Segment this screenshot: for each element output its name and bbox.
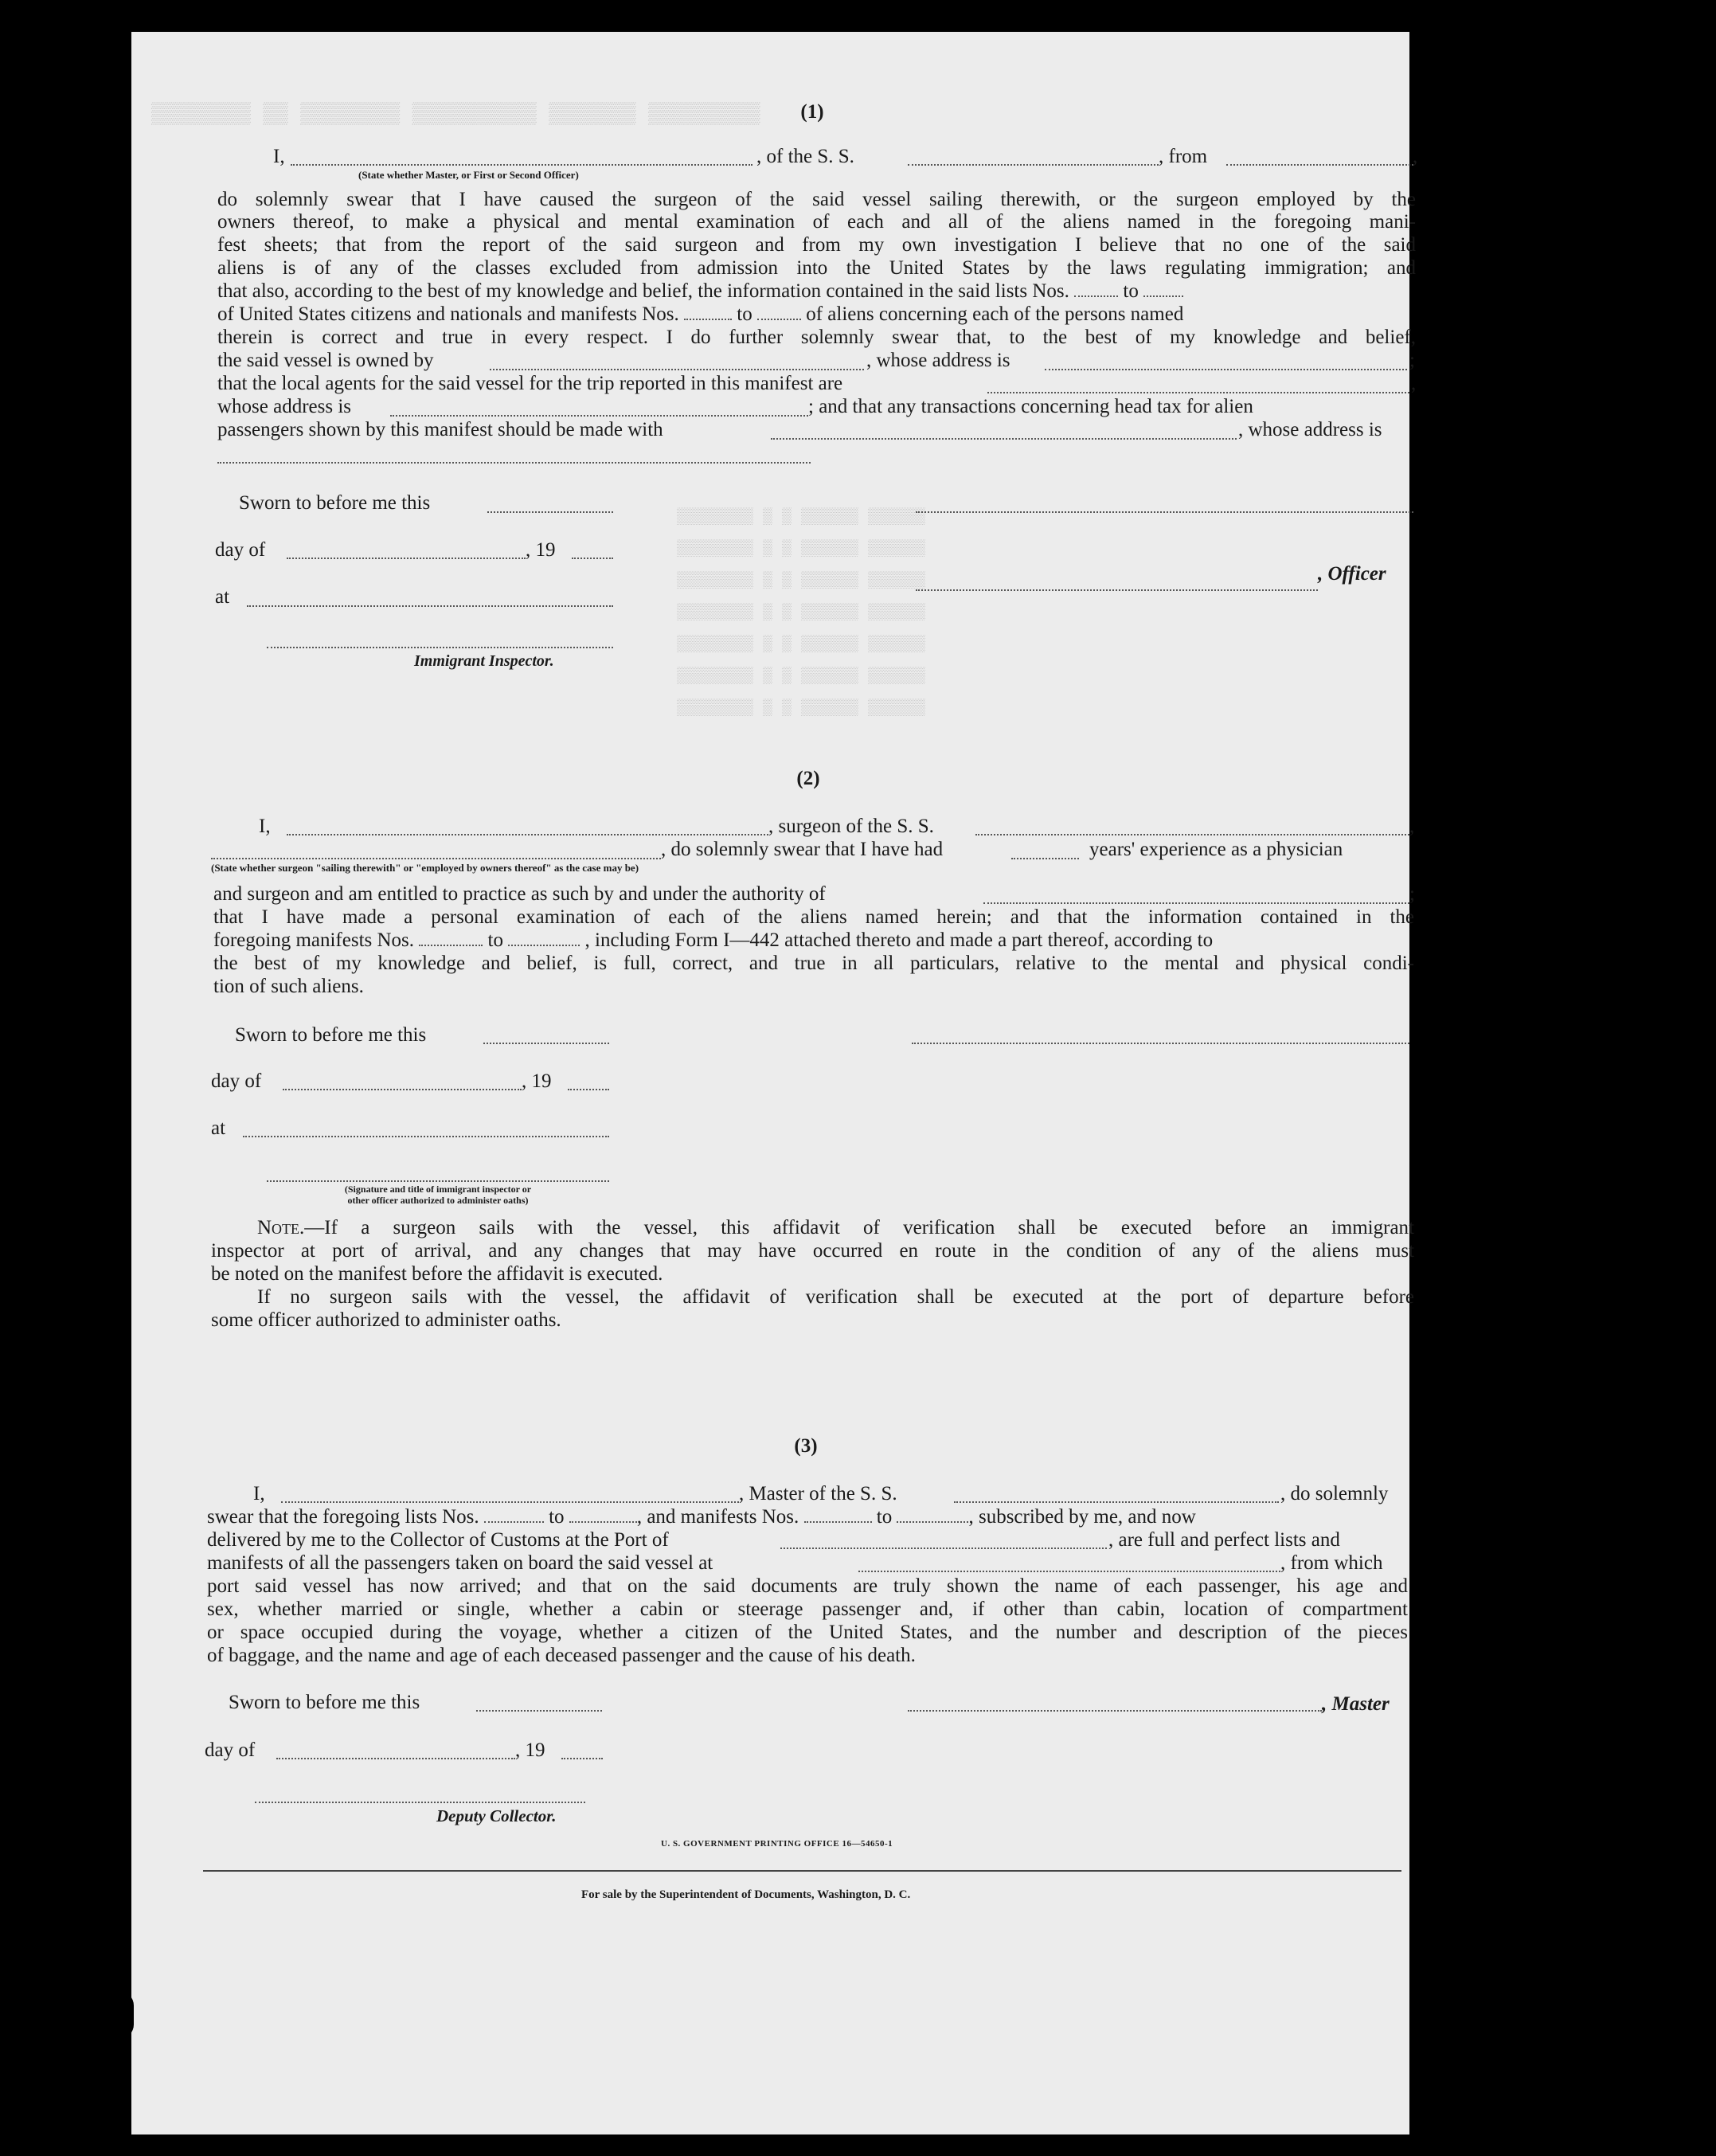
- s1-headtax-field[interactable]: [771, 438, 1237, 440]
- s1-at-label: at: [215, 586, 230, 608]
- bleed-through-header: ▒▒▒▒▒▒▒▒ ▒▒ ▒▒▒▒▒▒▒▒ ▒▒▒▒▒▒▒▒▒▒ ▒▒▒▒▒▒▒ ▒▒▒▒▒▒▒▒▒: [151, 102, 760, 126]
- s2-paragraph-line: the best of my knowledge and belief, is full, correct, and true in all particulars, relative to the mental and physical condi-: [213, 953, 1414, 974]
- s2-note-line1: [257, 1216, 1414, 1240]
- s1-officer-caption: (State whether Master, or First or Second Officer): [358, 169, 579, 181]
- s1-lists-label: that also, according to the best of my knowledge and belief, the information contained in the said lists Nos.: [217, 280, 1069, 302]
- s2-note-text: —If a surgeon sails with the vessel, this affidavit of verification shall be executed before an immigrant: [304, 1217, 1414, 1238]
- s1-headtax-label: passengers shown by this manifest should be made with: [217, 419, 663, 440]
- s1-agents-address-label: whose address is: [217, 396, 352, 417]
- s3-lists-to: to: [549, 1506, 565, 1528]
- s1-from-field[interactable]: [1226, 164, 1413, 166]
- s2-surgeon-signature-field[interactable]: [912, 1043, 1409, 1044]
- punch-hole: [1468, 1884, 1509, 1925]
- s2-day-label: day of: [211, 1070, 262, 1092]
- s2-line1-pronoun: I,: [259, 816, 271, 837]
- section-2-number: (2): [796, 768, 820, 789]
- s2-inspector-signature-field[interactable]: [267, 1180, 609, 1182]
- s2-signature-caption-line2: other officer authorized to administer oaths): [347, 1195, 529, 1206]
- s2-manifests-tail: , including Form I—442 attached thereto and made a part thereof, according to: [584, 929, 1214, 951]
- s2-surgeon-field[interactable]: [287, 834, 768, 835]
- s2-at-label: at: [211, 1117, 226, 1139]
- s3-port-label: delivered by me to the Collector of Customs at the Port of: [207, 1529, 669, 1551]
- s3-lists-from-field[interactable]: [484, 1507, 544, 1523]
- s3-collector-signature-field[interactable]: [255, 1802, 585, 1803]
- s1-owner-address-label: , whose address is: [866, 350, 1010, 371]
- s2-manifests-to: to: [487, 929, 503, 951]
- s3-day-label: day of: [205, 1739, 256, 1761]
- footer-rule: [203, 1870, 1401, 1872]
- s1-officer-label: , Officer: [1318, 563, 1386, 585]
- s2-swear-text: , do solemnly swear that I have had: [661, 839, 944, 860]
- s1-manifests-tail: of aliens concerning each of the persons named: [806, 303, 1184, 325]
- s2-years-text: years' experience as a physician: [1089, 839, 1343, 860]
- s3-manifests-to-field[interactable]: [897, 1507, 968, 1523]
- section-3-number: (3): [794, 1435, 818, 1457]
- s2-year-field[interactable]: [568, 1089, 609, 1090]
- s2-status-caption: (State whether surgeon "sailing therewith" or "employed by owners thereof" as the case may be): [211, 862, 639, 874]
- s2-status-field[interactable]: [211, 858, 661, 859]
- s2-paragraph-line: that I have made a personal examination of each of the aliens named herein; and that the information contained in the: [213, 906, 1414, 928]
- s3-day-field[interactable]: [276, 1758, 515, 1759]
- s3-boarded-label: manifests of all the passengers taken on board the said vessel at: [207, 1552, 713, 1574]
- s2-paragraph-line: tion of such aliens.: [213, 976, 364, 997]
- s1-lists-from-field[interactable]: [1074, 281, 1118, 297]
- s1-owner-label: the said vessel is owned by: [217, 350, 434, 371]
- s2-manifests-from-field[interactable]: [419, 930, 483, 946]
- s2-day-field[interactable]: [283, 1089, 522, 1090]
- s3-sworn-label: Sworn to before me this: [229, 1692, 420, 1713]
- s3-lists-label: swear that the foregoing lists Nos.: [207, 1506, 479, 1528]
- punch-hole: [1468, 205, 1509, 247]
- s1-officer-field[interactable]: [291, 164, 752, 166]
- s1-manifests-to-field[interactable]: [757, 304, 801, 320]
- s1-paragraph-line: fest sheets; that from the report of the said surgeon and from my own investigation I believe that no one of the said: [217, 234, 1416, 256]
- s3-vessel-field[interactable]: [954, 1501, 1279, 1503]
- s1-line1-pronoun: I,: [273, 146, 285, 167]
- s2-authority-field[interactable]: [983, 902, 1409, 904]
- s1-owner-address-field[interactable]: [1045, 369, 1407, 370]
- s2-years-field[interactable]: [1011, 858, 1079, 859]
- bleed-through-table: ▒▒▒▒▒▒▒▒ ▒ ▒ ▒▒▒▒▒▒ ▒▒▒▒▒▒ ▒▒▒▒▒▒▒▒ ▒ ▒ ▒▒▒▒▒▒ ▒▒▒▒▒▒ ▒▒▒▒▒▒▒▒ ▒ ▒ ▒▒▒▒▒▒ ▒▒▒▒▒▒ ▒▒▒▒▒▒▒▒ ▒ ▒ ▒▒▒▒▒▒ ▒▒▒▒▒▒ ▒▒▒▒▒▒▒▒ ▒ ▒ ▒▒▒▒▒▒ ▒▒▒▒▒▒ ▒▒▒▒▒▒▒▒ ▒ ▒ ▒▒▒▒▒▒ ▒▒▒▒▒▒ ▒▒▒▒▒▒▒▒ ▒ ▒ ▒▒▒▒▒▒ ▒▒▒▒▒▒: [677, 508, 926, 718]
- s1-sworn-field[interactable]: [487, 511, 613, 513]
- s1-line1-comma: ,: [1413, 146, 1418, 167]
- s2-manifests-text: [213, 929, 1213, 953]
- s1-agents-comma: ,: [1411, 373, 1417, 394]
- punch-hole: [1468, 1832, 1509, 1873]
- s2-note-label: Note.: [257, 1217, 305, 1238]
- s3-line1-swear: , do solemnly: [1280, 1483, 1389, 1505]
- s2-note-line: be noted on the manifest before the affidavit is executed.: [211, 1263, 663, 1285]
- printer-imprint: U. S. GOVERNMENT PRINTING OFFICE 16—54650-1: [661, 1839, 893, 1849]
- s2-vessel-field[interactable]: [975, 834, 1409, 835]
- s2-manifests-to-field[interactable]: [508, 930, 580, 946]
- s2-manifests-label: foregoing manifests Nos.: [213, 929, 415, 951]
- s2-note-line: inspector at port of arrival, and any changes that may have occurred en route in the condition of any of the aliens must: [211, 1240, 1414, 1262]
- s2-authority-semicolon: ;: [1409, 883, 1415, 905]
- s1-agents-field[interactable]: [987, 392, 1409, 393]
- s1-officer-title-field[interactable]: [916, 589, 1318, 591]
- s1-headtax-address-label: , whose address is: [1238, 419, 1382, 440]
- s3-master-label: , Master: [1322, 1693, 1390, 1715]
- s1-officer-signature-field[interactable]: [916, 511, 1413, 513]
- s3-port-field[interactable]: [780, 1548, 1107, 1549]
- s2-at-field[interactable]: [243, 1136, 609, 1137]
- s1-owner-semicolon: ;: [1409, 350, 1415, 371]
- s3-boarded-tail: , from which: [1280, 1552, 1383, 1574]
- punch-hole: [1468, 705, 1509, 746]
- s3-line1-ss: , Master of the S. S.: [739, 1483, 897, 1505]
- s3-manifests-to: to: [876, 1506, 893, 1528]
- s2-sworn-label: Sworn to before me this: [235, 1024, 427, 1046]
- s1-lists-text: [217, 280, 1183, 303]
- punch-hole: [1468, 1410, 1509, 1451]
- punch-hole: [1468, 1533, 1509, 1575]
- left-edge-mark: [119, 1991, 134, 2039]
- s2-line1-ss: , surgeon of the S. S.: [768, 816, 934, 837]
- s1-sworn-label: Sworn to before me this: [239, 492, 431, 514]
- s2-line1-comma: ,: [1409, 816, 1415, 837]
- s1-at-field[interactable]: [247, 605, 613, 607]
- s1-day-field[interactable]: [287, 558, 526, 559]
- s3-year-field[interactable]: [561, 1758, 603, 1759]
- s1-manifests-label: of United States citizens and nationals and manifests Nos.: [217, 303, 679, 325]
- punch-hole: [1468, 78, 1509, 119]
- s3-subscribed-text: , subscribed by me, and now: [968, 1506, 1196, 1528]
- s3-year-label: , 19: [515, 1739, 545, 1761]
- s3-manifests-from-field[interactable]: [804, 1507, 872, 1523]
- s1-agents-address-field[interactable]: [390, 415, 808, 417]
- s3-lists-to-field[interactable]: [569, 1507, 637, 1523]
- s3-collector-label: Deputy Collector.: [436, 1806, 557, 1825]
- s1-line1-from: , from: [1159, 146, 1208, 167]
- s1-manifests-text: [217, 303, 1183, 327]
- s2-sworn-field[interactable]: [483, 1043, 609, 1044]
- s3-paragraph-line: of baggage, and the name and age of each deceased passenger and the cause of his death.: [207, 1645, 916, 1666]
- s3-lists-text: [207, 1505, 1196, 1529]
- s1-paragraph-line: therein is correct and true in every respect. I do further solemnly swear that, to the best of my knowledge and belief,: [217, 327, 1416, 348]
- s3-paragraph-line: or space occupied during the voyage, whether a citizen of the United States, and the number and description of the pieces: [207, 1622, 1408, 1643]
- s1-vessel-field[interactable]: [908, 164, 1159, 166]
- section-1-number: (1): [800, 101, 824, 123]
- s1-paragraph-line: do solemnly swear that I have caused the surgeon of the said vessel sailing therewith, or the surgeon employed by the: [217, 189, 1416, 210]
- s3-paragraph-line: sex, whether married or single, whether a cabin or steerage passenger and, if other than cabin, location of compartment: [207, 1598, 1408, 1620]
- s1-agents-label: that the local agents for the said vessel for the trip reported in this manifest are: [217, 373, 843, 394]
- s1-inspector-signature-field[interactable]: [267, 647, 613, 648]
- s1-paragraph-line: aliens is of any of the classes excluded from admission into the United States by the laws regulating immigration; and: [217, 257, 1416, 279]
- s2-signature-caption-line1: (Signature and title of immigrant inspector or: [344, 1184, 532, 1195]
- s2-authority-label: and surgeon and am entitled to practice as such by and under the authority of: [213, 883, 826, 905]
- s1-inspector-label: Immigrant Inspector.: [414, 652, 554, 670]
- s1-lists-to: to: [1123, 280, 1139, 302]
- s2-note-line: If no surgeon sails with the vessel, the affidavit of verification shall be executed at the port of departure before: [257, 1286, 1414, 1308]
- punch-hole: [1468, 1055, 1509, 1097]
- s1-manifests-from-field[interactable]: [684, 304, 732, 320]
- s1-year-field[interactable]: [572, 558, 613, 559]
- s3-boarded-field[interactable]: [858, 1571, 1280, 1572]
- s3-manifests-label: , and manifests Nos.: [636, 1506, 799, 1528]
- s1-headtax-text: ; and that any transactions concerning head tax for alien: [808, 396, 1253, 417]
- s2-year-label: , 19: [522, 1070, 552, 1092]
- s2-note-line: some officer authorized to administer oaths.: [211, 1309, 561, 1331]
- s3-master-field[interactable]: [281, 1501, 739, 1503]
- s3-paragraph-line: port said vessel has now arrived; and that on the said documents are truly shown the name of each passenger, his age and: [207, 1575, 1408, 1597]
- punch-hole: [1468, 573, 1509, 615]
- s1-line1-ss: , of the S. S.: [756, 146, 854, 167]
- s1-manifests-to: to: [737, 303, 752, 325]
- s3-master-signature-field[interactable]: [908, 1710, 1322, 1712]
- s1-headtax-address-field[interactable]: [217, 462, 811, 464]
- s3-sworn-field[interactable]: [476, 1710, 602, 1712]
- sale-notice: For sale by the Superintendent of Documents, Washington, D. C.: [581, 1888, 911, 1901]
- s3-line1-pronoun: I,: [253, 1483, 265, 1505]
- s1-owner-field[interactable]: [490, 369, 864, 370]
- s2-signature-caption: [267, 1184, 609, 1206]
- s3-port-tail: , are full and perfect lists and: [1108, 1529, 1340, 1551]
- s1-year-label: , 19: [526, 539, 556, 561]
- s1-day-label: day of: [215, 539, 266, 561]
- s1-lists-to-field[interactable]: [1143, 281, 1183, 297]
- s1-paragraph-line: owners thereof, to make a physical and mental examination of each and all of the aliens named in the foregoing mani-: [217, 211, 1416, 233]
